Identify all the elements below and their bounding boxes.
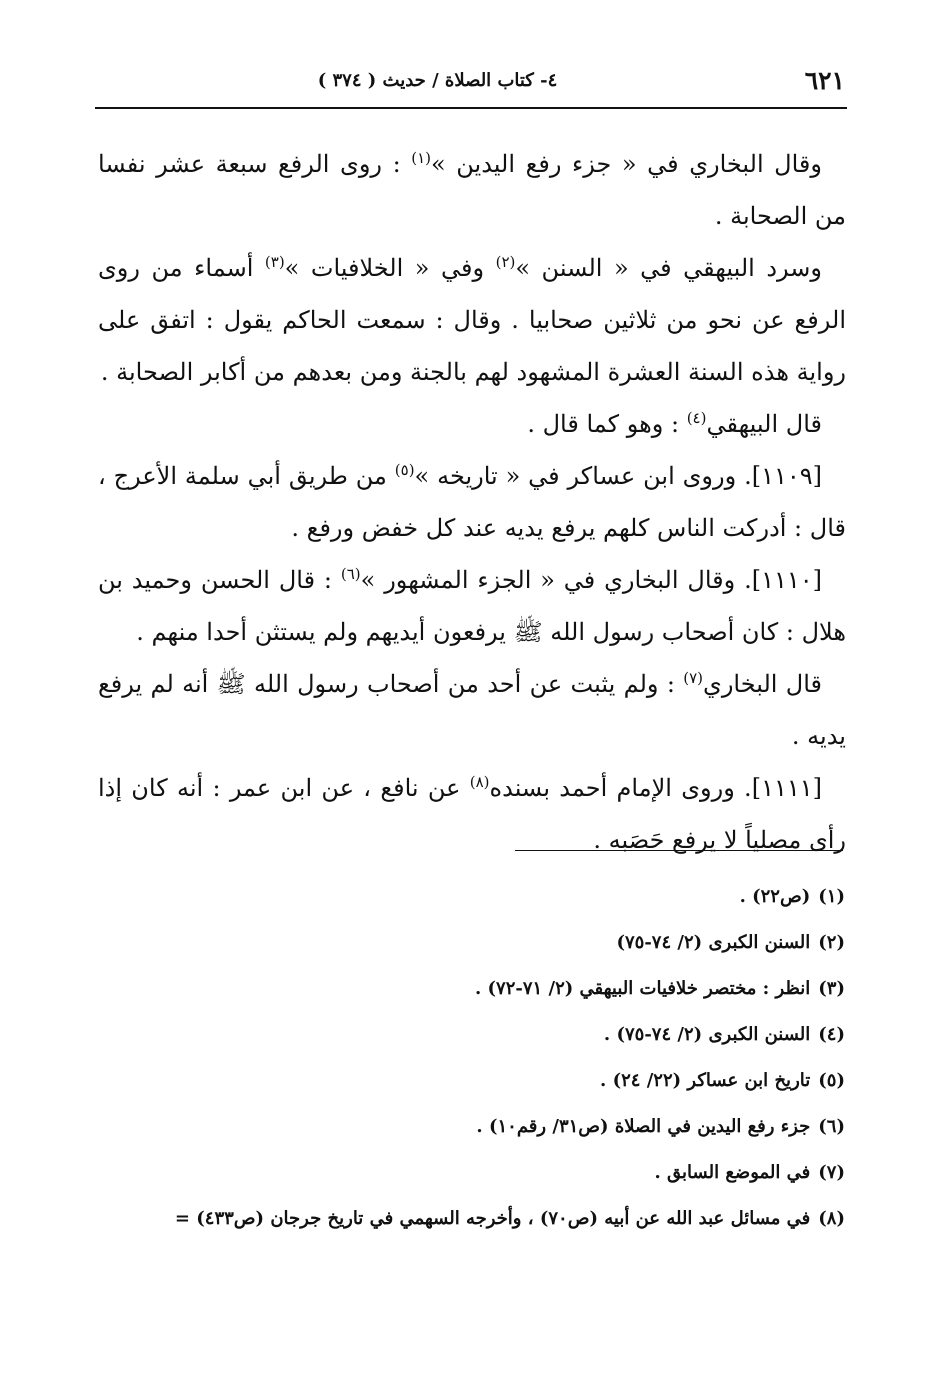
- footnote-number: (٨): [818, 1208, 845, 1229]
- text-segment: وقال البخاري في « جزء رفع اليدين »: [431, 150, 822, 178]
- text-segment: : روى الرفع سبعة عشر نفسا من الصحابة .: [98, 150, 846, 230]
- text-segment: وسرد البيهقي في « السنن »: [515, 254, 822, 282]
- footnote-5: [100, 1058, 845, 1104]
- footnote-2: [100, 920, 845, 966]
- footnote-ref-1: (١): [411, 149, 432, 167]
- footnote-text: في مسائل عبد الله عن أبيه (ص٧٠) ، وأخرجه السهمي في تاريخ جرجان (ص٤٣٣) =: [174, 1208, 811, 1229]
- footnote-number: (٦): [818, 1116, 845, 1137]
- footnote-4: [100, 1012, 845, 1058]
- footnote-text: السنن الكبرى (٢/ ٧٤-٧٥) .: [603, 1024, 811, 1045]
- main-text: [98, 138, 846, 866]
- footnote-text: السنن الكبرى (٢/ ٧٤-٧٥): [616, 932, 811, 953]
- footnotes: [100, 874, 845, 1242]
- text-segment: [١١١٠]. وقال البخاري في « الجزء المشهور »: [360, 566, 822, 594]
- footnote-ref-4: (٤): [686, 409, 707, 427]
- footnote-3: [100, 966, 845, 1012]
- paragraph-3: [98, 398, 846, 450]
- footnote-text: تاريخ ابن عساكر (٢٢/ ٢٤) .: [600, 1070, 811, 1091]
- footnote-number: (٥): [818, 1070, 845, 1091]
- footnote-number: (٢): [818, 932, 845, 953]
- text-segment: قال البخاري: [703, 670, 822, 698]
- text-segment: [١١١١]. وروى الإمام أحمد بسنده: [489, 774, 822, 802]
- footnote-number: (١): [818, 886, 845, 907]
- text-segment: : وهو كما قال .: [527, 410, 687, 438]
- text-segment: عن نافع ، عن ابن عمر : أنه كان إذا رأى مصلياً لا يرفع حَصَبه .: [98, 774, 846, 854]
- text-segment: وفي « الخلافيات »: [284, 254, 496, 282]
- text-segment: من طريق أبي سلمة الأعرج ، قال : أدركت الناس كلهم يرفع يديه عند كل خفض ورفع .: [98, 462, 846, 542]
- text-segment: : قال الحسن وحميد بن هلال : كان أصحاب رسول الله ﷺ يرفعون أيديهم ولم يستثن أحدا منهم .: [98, 566, 846, 646]
- footnote-ref-6: (٦): [340, 565, 361, 583]
- header-rule: [95, 107, 847, 109]
- footnote-ref-5: (٥): [394, 461, 415, 479]
- paragraph-5: [98, 554, 846, 658]
- footnote-text: (ص٢٢) .: [739, 886, 811, 907]
- footnote-number: (٣): [818, 978, 845, 999]
- footnote-ref-8: (٨): [469, 773, 490, 791]
- text-segment: أسماء من روى الرفع عن نحو من ثلاثين صحابيا . وقال : سمعت الحاكم يقول : اتفق على رواية هذه السنة العشرة المشهود لهم بالجنة ومن بعدهم من أكابر الصحابة .: [98, 254, 846, 386]
- footnote-number: (٧): [818, 1162, 845, 1183]
- footnote-ref-7: (٧): [683, 669, 704, 687]
- paragraph-2: [98, 242, 846, 398]
- paragraph-4: [98, 450, 846, 554]
- footnote-ref-3: (٣): [264, 253, 285, 271]
- text-segment: [١١٠٩]. وروى ابن عساكر في « تاريخه »: [414, 462, 822, 490]
- footnote-number: (٤): [818, 1024, 845, 1045]
- footnote-7: [100, 1150, 845, 1196]
- footnote-separator: [515, 850, 843, 851]
- footnote-6: [100, 1104, 845, 1150]
- paragraph-1: [98, 138, 846, 242]
- footnote-8: [100, 1196, 845, 1242]
- page-number: ٦٢١: [804, 66, 845, 95]
- footnote-text: في الموضع السابق .: [654, 1162, 811, 1183]
- footnote-ref-2: (٢): [495, 253, 516, 271]
- footnote-text: انظر : مختصر خلافيات البيهقي (٢/ ٧١-٧٢) .: [474, 978, 811, 999]
- page-header: [100, 62, 845, 102]
- footnote-text: جزء رفع اليدين في الصلاة (ص٣١/ رقم١٠) .: [476, 1116, 811, 1137]
- footnote-1: [100, 874, 845, 920]
- paragraph-6: [98, 658, 846, 762]
- text-segment: قال البيهقي: [706, 410, 822, 438]
- text-segment: : ولم يثبت عن أحد من أصحاب رسول الله ﷺ أنه لم يرفع يديه .: [98, 670, 846, 750]
- running-title: ٤- كتاب الصلاة / حديث ( ٣٧٤ ): [317, 70, 558, 91]
